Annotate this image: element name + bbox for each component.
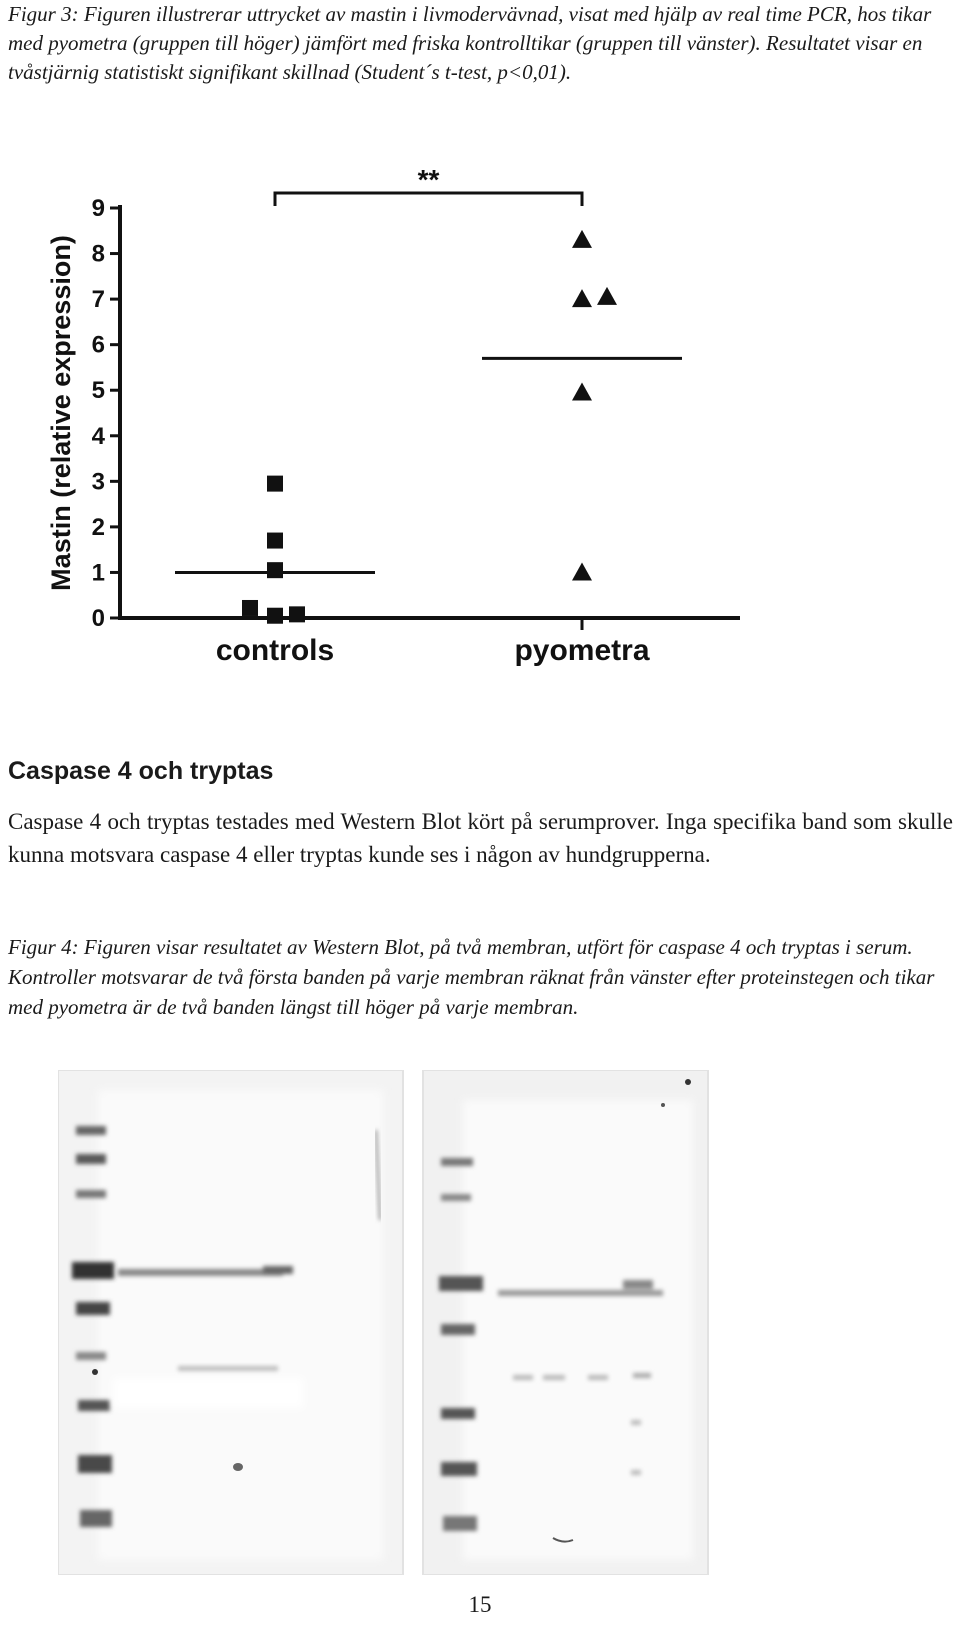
y-tick-label: 0: [91, 605, 105, 632]
pyometra-point: [572, 289, 592, 307]
y-tick-label: 6: [91, 331, 105, 359]
y-axis-label: Mastin (relative expression): [46, 235, 76, 591]
section-heading: Caspase 4 och tryptas: [8, 757, 274, 785]
page-number: 15: [468, 1592, 492, 1617]
controls-point: [242, 600, 258, 616]
pyometra-point: [597, 287, 617, 305]
y-tick-label: 9: [91, 195, 105, 222]
controls-point: [289, 606, 305, 622]
membrane-1: [58, 1070, 403, 1575]
pyometra-point: [572, 562, 592, 580]
y-tick-label: 1: [91, 559, 105, 587]
y-tick-label: 2: [91, 513, 105, 541]
y-tick-label: 5: [91, 377, 105, 405]
body-paragraph: Caspase 4 och tryptas testades med Western Blot kört på serumprover. Inga specifika band som skulle kunna motsvara caspase 4 eller tryptas kunde ses i någon av hundgrupperna.: [8, 809, 953, 867]
x-category-label: pyometra: [514, 634, 650, 667]
mastin-scatter-chart: [20, 150, 780, 690]
western-blot-membranes: [58, 1070, 738, 1575]
x-category-label: controls: [215, 634, 335, 667]
figure-3-caption: Figur 3: Figuren illustrerar uttrycket av mastin i livmodervävnad, visat med hjälp av real time PCR, hos tikar med pyometra (gruppen till höger) jämfört med friska kontrolltikar (gruppen till vänster). Resultatet visar en tvåstjärnig statistiskt signifikant skillnad (Student´s t-test, p<0,01).: [8, 2, 932, 84]
controls-point: [267, 533, 283, 549]
controls-point: [267, 562, 283, 578]
pyometra-point: [572, 230, 592, 248]
controls-point: [267, 476, 283, 492]
significance-stars: **: [417, 164, 440, 195]
y-tick-label: 7: [91, 286, 105, 314]
western-blot-images: [58, 1070, 738, 1575]
membrane-2: [423, 1070, 708, 1575]
figure-4-caption: Figur 4: Figuren visar resultatet av Western Blot, på två membran, utfört för caspase 4 och tryptas i serum. Kontroller motsvarar de två första banden på varje membran räknat från vänster efter proteinstegen och tikar med pyometra är de två banden längst till höger på varje membran.: [8, 935, 935, 1019]
chart-svg: [20, 150, 780, 690]
pyometra-point: [572, 383, 592, 401]
y-tick-label: 4: [91, 422, 105, 450]
controls-point: [267, 608, 283, 624]
y-tick-label: 8: [91, 240, 105, 268]
y-tick-label: 3: [91, 468, 105, 496]
